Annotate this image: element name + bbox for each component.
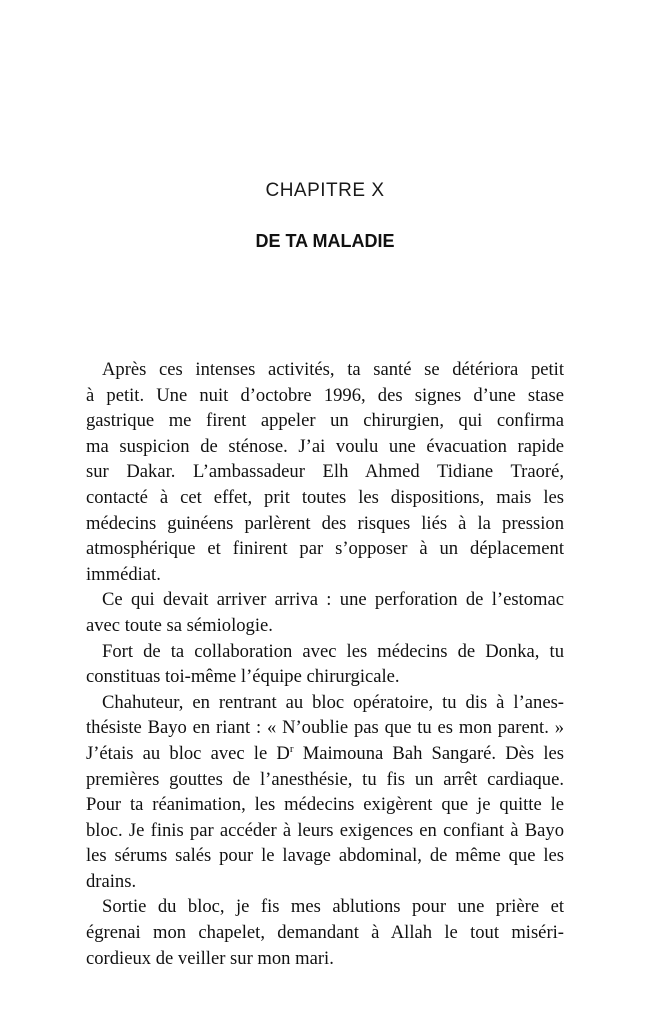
text-line: contacté à cet effet, prit toutes les dispositions, mais les <box>86 486 564 508</box>
text-line: constituas toi-même l’équipe chirurgicale. <box>86 666 400 688</box>
text-line: ma suspicion de sténose. J’ai voulu une évacuation rapide <box>86 435 564 457</box>
text-line: sur Dakar. L’ambassadeur Elh Ahmed Tidiane Traoré, <box>86 461 564 483</box>
text-line: avec toute sa sémiologie. <box>86 614 273 636</box>
text-line: Ce qui devait arriver arriva : une perforation de l’estomac <box>102 589 564 611</box>
paragraph <box>86 357 564 587</box>
text-line: médecins guinéens parlèrent des risques liés à la pression <box>86 512 564 534</box>
text-line: à petit. Une nuit d’octobre 1996, des signes d’une stase <box>86 384 564 406</box>
text-line: immédiat. <box>86 563 161 585</box>
chapter-title: DE TA MALADIE <box>255 231 395 251</box>
text-line: premières gouttes de l’anesthésie, tu fis un arrêt cardiaque. <box>86 768 564 790</box>
text-line: Chahuteur, en rentrant au bloc opératoire, tu dis à l’anes- <box>102 691 564 713</box>
text-line <box>86 741 564 767</box>
chapter-label: CHAPITRE X <box>265 180 385 201</box>
text-line: cordieux de veiller sur mon mari. <box>86 947 334 969</box>
text-line: Sortie du bloc, je fis mes ablutions pour une prière et <box>102 896 564 918</box>
text-line: Après ces intenses activités, ta santé se détériora petit <box>102 359 564 380</box>
text-line: gastrique me firent appeler un chirurgien, qui confirma <box>86 410 564 432</box>
superscript: r <box>289 742 294 755</box>
paragraph <box>86 639 564 690</box>
text-line: Fort de ta collaboration avec les médecins de Donka, tu <box>102 640 564 662</box>
paragraph <box>86 690 564 895</box>
text-line: bloc. Je finis par accéder à leurs exigences en confiant à Bayo <box>86 819 564 841</box>
text-segment: Maimouna Bah Sangaré. Dès les <box>293 742 564 764</box>
paragraph <box>86 894 564 971</box>
text-line: atmosphérique et finirent par s’opposer à un déplacement <box>86 538 564 560</box>
text-line: drains. <box>86 870 137 892</box>
text-line: thésiste Bayo en riant : « N’oublie pas que tu es mon parent. » <box>86 717 564 739</box>
text-line: Pour ta réanimation, les médecins exigèrent que je quitte le <box>86 794 564 816</box>
text-segment: J’étais au bloc avec le D <box>86 742 290 764</box>
text-line: égrenai mon chapelet, demandant à Allah le tout miséri- <box>86 922 564 944</box>
text-line: les sérums salés pour le lavage abdominal, de même que les <box>86 845 564 867</box>
chapter-body <box>86 357 564 971</box>
paragraph <box>86 587 564 638</box>
